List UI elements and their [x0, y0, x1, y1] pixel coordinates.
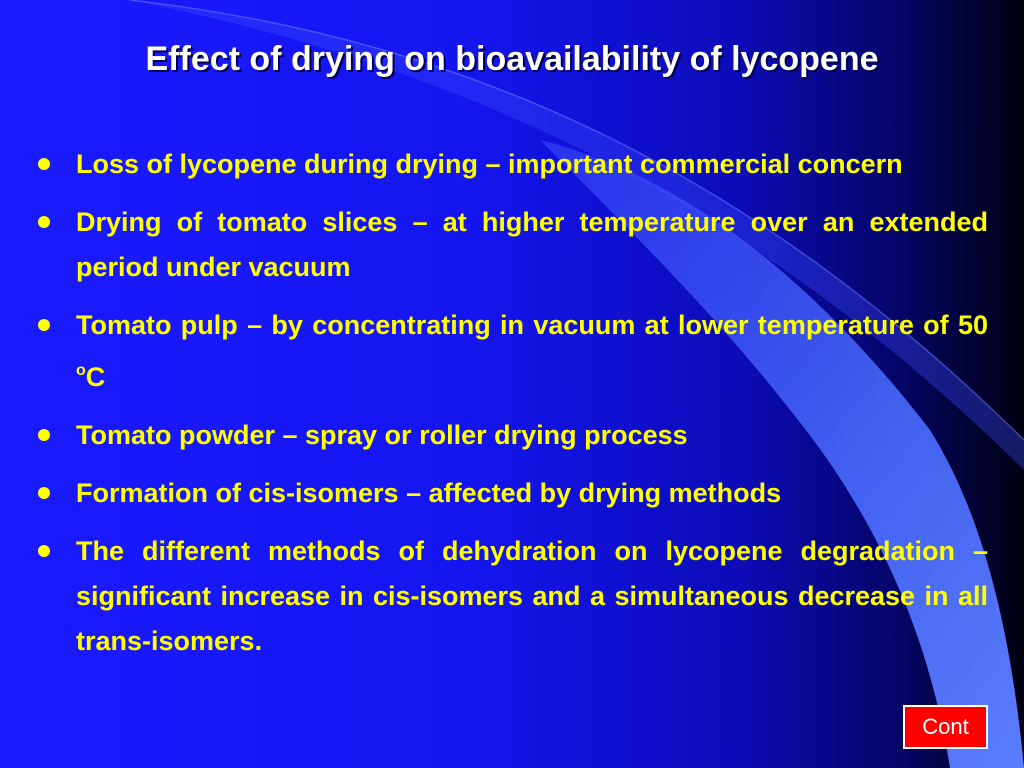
- bullet-text-part: C: [85, 362, 106, 392]
- bullet-text: The different methods of dehydration on lycopene degradation – significant increase in cis-isomers and a simultaneous decrease in all trans-isomers.: [76, 536, 988, 656]
- bullet-list: [38, 142, 988, 677]
- bullet-item: [38, 303, 988, 400]
- bullet-dot-icon: [38, 216, 50, 228]
- bullet-text: Drying of tomato slices – at higher temperature over an extended period under vacuum: [76, 207, 988, 282]
- bullet-text: Loss of lycopene during drying – important commercial concern: [76, 149, 903, 179]
- bullet-dot-icon: [38, 429, 50, 441]
- bullet-dot-icon: [38, 545, 50, 557]
- slide-title: Effect of drying on bioavailability of lycopene: [145, 40, 879, 78]
- bullet-text-part: Tomato pulp – by concentrating in vacuum at lower temperature of 50: [76, 310, 988, 340]
- bullet-dot-icon: [38, 158, 50, 170]
- bullet-text: Formation of cis-isomers – affected by drying methods: [76, 478, 782, 508]
- bullet-text: Tomato powder – spray or roller drying process: [76, 420, 688, 450]
- bullet-item: [38, 471, 988, 516]
- cont-button[interactable]: Cont: [903, 705, 988, 749]
- bullet-item: [38, 200, 988, 290]
- bullet-item: [38, 413, 988, 458]
- bullet-dot-icon: [38, 487, 50, 499]
- bullet-item: [38, 142, 988, 187]
- degree-superscript: o: [76, 362, 86, 379]
- bullet-item: [38, 529, 988, 664]
- bullet-dot-icon: [38, 319, 50, 331]
- bullet-text: [76, 310, 988, 392]
